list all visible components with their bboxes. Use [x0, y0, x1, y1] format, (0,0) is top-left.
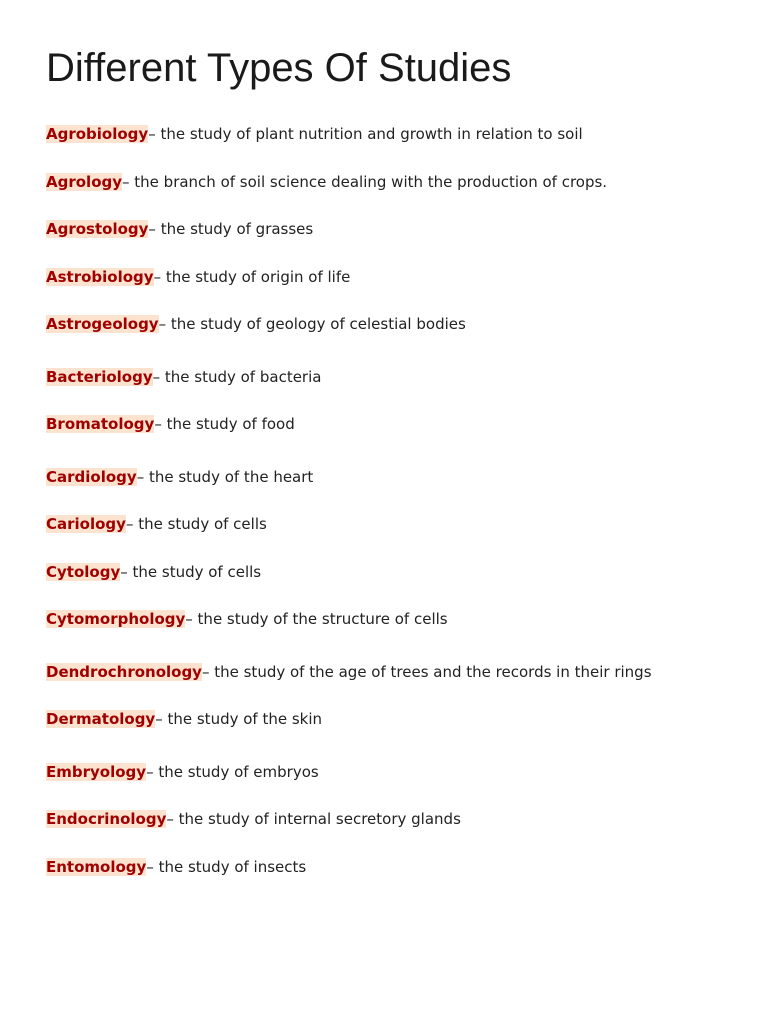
definition-text: – the study of the skin [155, 710, 323, 728]
term-label: Cytomorphology [46, 610, 186, 628]
term-label: Embryology [46, 762, 147, 781]
group-e [46, 758, 746, 882]
definition-text: – the study of origin of life [153, 267, 351, 286]
group-c [46, 463, 746, 635]
definition-text: – the study of plant nutrition and growth in relation to soil [148, 125, 583, 143]
list-item [46, 510, 746, 539]
definition-text: – the study of cells [120, 562, 262, 581]
definition-text: – the study of the structure of cells [185, 610, 448, 628]
term-label: Cytology [46, 562, 121, 581]
list-item [46, 310, 746, 339]
definition-text: – the study of grasses [148, 220, 314, 238]
page-title: Different Types Of Studies [46, 46, 512, 90]
definition-text: – the branch of soil science dealing with the production of crops. [122, 172, 608, 191]
definition-text: – the study of food [154, 415, 295, 433]
list-item [46, 120, 746, 149]
group-b [46, 363, 746, 440]
list-item [46, 215, 746, 244]
list-item [46, 658, 746, 687]
list-item [46, 263, 746, 292]
study-list [46, 120, 746, 905]
definition-text: – the study of bacteria [152, 367, 322, 386]
term-label: Astrogeology [46, 315, 159, 333]
definition-text: – the study of internal secretory glands [166, 810, 461, 828]
list-item [46, 168, 746, 197]
definition-text: – the study of embryos [146, 762, 319, 781]
definition-text: – the study of the age of trees and the records in their rings [201, 662, 652, 681]
definition-text: – the study of insects [146, 857, 307, 876]
group-d [46, 658, 746, 735]
list-item [46, 463, 746, 492]
term-label: Agrostology [46, 220, 149, 238]
definition-text: – the study of the heart [136, 467, 314, 486]
list-item [46, 558, 746, 587]
list-item [46, 363, 746, 392]
term-label: Bromatology [46, 415, 155, 433]
list-item [46, 705, 746, 734]
term-label: Dendrochronology [46, 662, 202, 681]
term-label: Cariology [46, 515, 126, 533]
term-label: Endocrinology [46, 810, 167, 828]
list-item [46, 605, 746, 634]
term-label: Bacteriology [46, 367, 153, 386]
list-item [46, 853, 746, 882]
list-item [46, 805, 746, 834]
list-item [46, 410, 746, 439]
term-label: Cardiology [46, 467, 137, 486]
group-a [46, 120, 746, 339]
term-label: Dermatology [46, 710, 156, 728]
list-item [46, 758, 746, 787]
term-label: Agrology [46, 172, 123, 191]
definition-text: – the study of cells [125, 515, 267, 533]
term-label: Astrobiology [46, 267, 154, 286]
definition-text: – the study of geology of celestial bodies [158, 315, 466, 333]
term-label: Agrobiology [46, 125, 149, 143]
term-label: Entomology [46, 857, 147, 876]
